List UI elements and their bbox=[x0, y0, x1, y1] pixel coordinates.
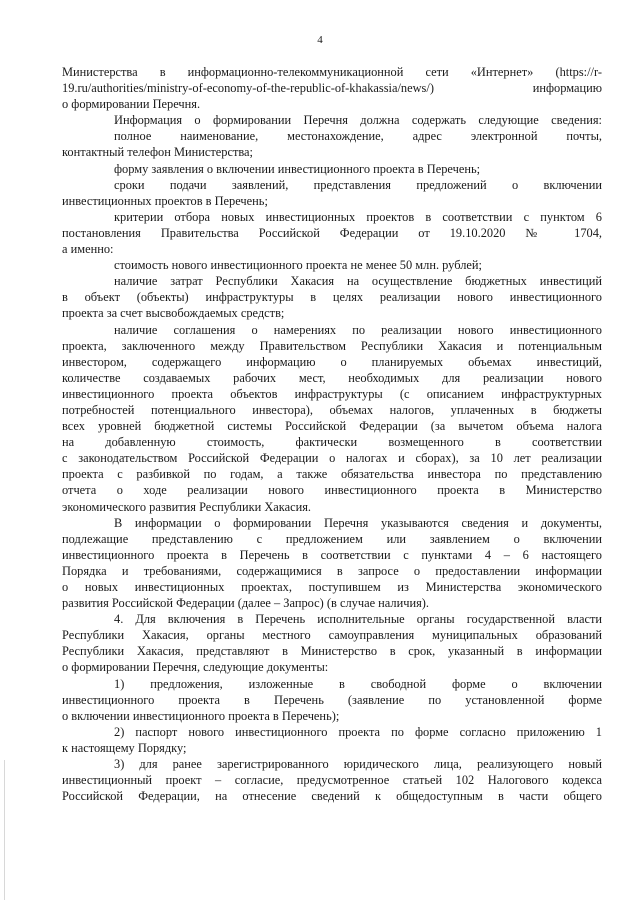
document-body bbox=[62, 64, 602, 804]
text-line: развития Российской Федерации (далее – Запрос) (в случае наличия). bbox=[62, 596, 430, 611]
text-line: форму заявления о включении инвестиционного проекта в Перечень; bbox=[114, 161, 481, 176]
text-line: о новых инвестиционных проектах, поступившем из Министерства экономического bbox=[62, 580, 602, 594]
text-line: на добавленную стоимость, фактически возмещенного в соответствии bbox=[62, 435, 602, 450]
page-number: 4 bbox=[317, 34, 323, 46]
text-line: инвестиционных проектов в Перечень; bbox=[62, 193, 268, 208]
text-line: постановления Правительства Российской Федерации от 19.10.2020 № 1704, bbox=[62, 225, 602, 240]
text-line: критерии отбора новых инвестиционных проектов в соответствии с пунктом 6 bbox=[114, 209, 602, 224]
text-line: Порядка и требованиями, содержащимися в запросе о предоставлении информации bbox=[62, 563, 602, 578]
text-line: инвестиционного проекта в Перечень в соответствии с пунктами 4 – 6 настоящего bbox=[62, 547, 602, 562]
text-line: 1) предложения, изложенные в свободной форме о включении bbox=[114, 676, 602, 691]
text-line: о формировании Перечня. bbox=[62, 97, 201, 112]
text-line: всех уровней бюджетной системы Российской Федерации (за вычетом объема налога bbox=[62, 419, 602, 434]
text-line: а именно: bbox=[62, 242, 114, 257]
text-line: 3) для ранее зарегистрированного юридического лица, реализующего новый bbox=[114, 757, 602, 772]
text-line: потребностей потенциального инвестора), объемах налогов, уплаченных в бюджеты bbox=[62, 402, 602, 417]
text-line: инвестиционного проекта в Перечень (заявление по установленной форме bbox=[62, 692, 602, 707]
text-line: количестве создаваемых рабочих мест, необходимых для реализации нового bbox=[62, 370, 602, 385]
text-line: наличие затрат Республики Хакасия на осуществление бюджетных инвестиций bbox=[114, 274, 602, 289]
text-line: Российской Федерации, на отнесение сведений к общедоступным в части общего bbox=[62, 789, 602, 804]
text-line: 19.ru/authorities/ministry-of-economy-of-the-republic-of-khakassia/news/) информацию bbox=[62, 81, 602, 96]
text-line: о формировании Перечня, следующие документы: bbox=[62, 660, 329, 675]
text-line: В информации о формировании Перечня указываются сведения и документы, bbox=[114, 515, 602, 530]
text-line: инвестиционного проекта объектов инфраструктуры (с описанием инфраструктурных bbox=[62, 386, 602, 401]
text-line: стоимость нового инвестиционного проекта не менее 50 млн. рублей; bbox=[114, 258, 482, 273]
text-line: контактный телефон Министерства; bbox=[62, 145, 254, 160]
text-line: с законодательством Российской Федерации о налогах и сборах), за 10 лет реализации bbox=[62, 451, 602, 466]
text-line: проекта, заключенного между Правительством Республики Хакасия и потенциальным bbox=[62, 338, 602, 353]
text-line: наличие соглашения о намерениях по реализации нового инвестиционного bbox=[114, 322, 602, 337]
text-line: отчета о ходе реализации нового инвестиционного проекта в Министерство bbox=[62, 483, 602, 498]
text-line: инвестором, содержащего информацию о планируемых объемах инвестиций, bbox=[62, 354, 602, 369]
text-line: Информация о формировании Перечня должна содержать следующие сведения: bbox=[114, 113, 602, 128]
text-line: проекта с разбивкой по годам, а также обязательства инвестора по представлению bbox=[62, 467, 602, 482]
text-line: инвестиционный проект – согласие, предусмотренное статьей 102 Налогового кодекса bbox=[62, 773, 602, 788]
scan-margin-line bbox=[4, 760, 5, 900]
text-line: полное наименование, местонахождение, адрес электронной почты, bbox=[114, 129, 602, 144]
text-line: в объект (объекты) инфраструктуры в целях реализации нового инвестиционного bbox=[62, 290, 602, 305]
text-line: 4. Для включения в Перечень исполнительные органы государственной власти bbox=[114, 612, 602, 627]
text-line: 2) паспорт нового инвестиционного проекта по форме согласно приложению 1 bbox=[114, 724, 602, 739]
text-line: о включении инвестиционного проекта в Перечень); bbox=[62, 708, 340, 723]
text-line: сроки подачи заявлений, представления предложений о включении bbox=[114, 177, 602, 192]
text-line: проекта за счет высвобождаемых средств; bbox=[62, 306, 285, 321]
text-line: подлежащие представлению с предложением или заявлением о включении bbox=[62, 531, 602, 546]
text-line: Республики Хакасия, органы местного самоуправления муниципальных образований bbox=[62, 628, 602, 643]
text-line: Министерства в информационно-телекоммуникационной сети «Интернет» (https://r- bbox=[62, 65, 602, 79]
text-line: экономического развития Республики Хакасия. bbox=[62, 499, 312, 514]
text-line: Республики Хакасия, представляют в Министерство в срок, указанный в информации bbox=[62, 644, 602, 659]
text-line: к настоящему Порядку; bbox=[62, 740, 187, 755]
